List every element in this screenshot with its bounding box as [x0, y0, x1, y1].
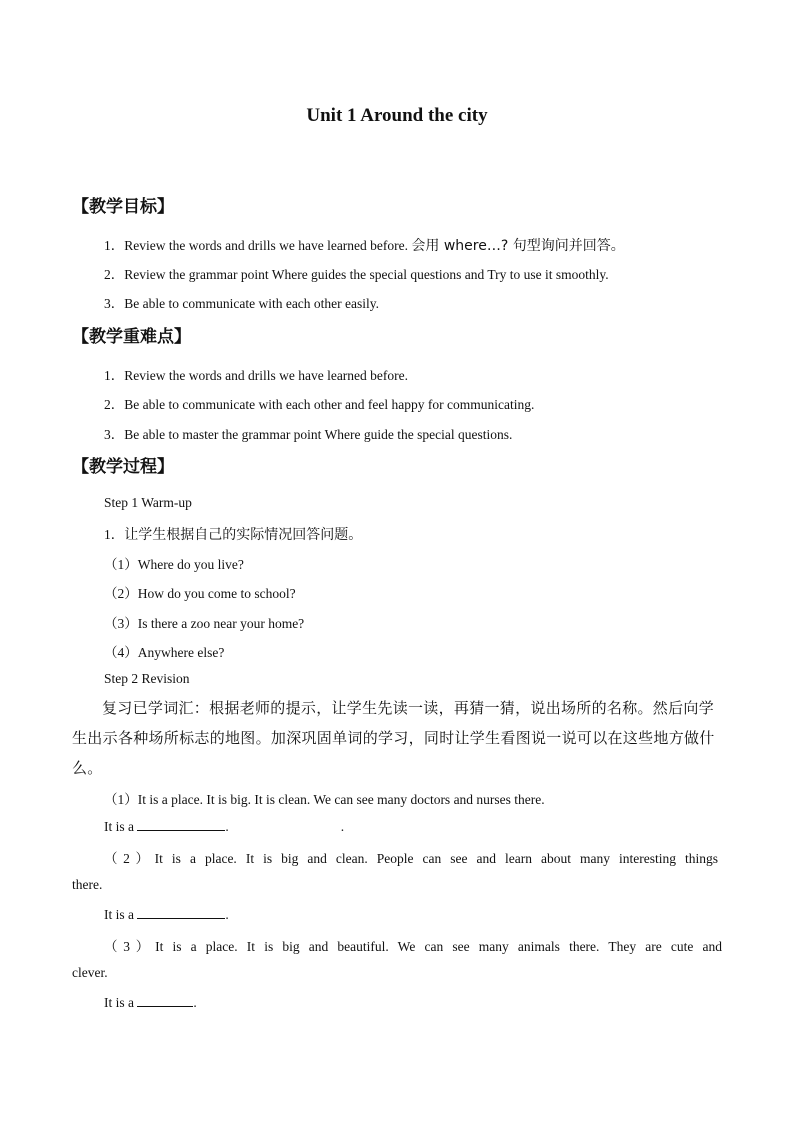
riddle-item-1-text: It is a place. It is big. It is clean. We can see many doctors and nurses there.	[137, 792, 545, 807]
question-item-1-num: （1）	[104, 557, 138, 572]
riddle-answer-3	[104, 994, 197, 1011]
goal-item-1	[104, 234, 625, 255]
section-heading-key-points: 【教学重难点】	[72, 327, 191, 347]
riddle-item-3-line1	[104, 935, 722, 955]
goal-item-2-text: Review the grammar point Where guides the special questions and Try to use it smoothly.	[124, 267, 609, 282]
answer-blank-1[interactable]	[137, 818, 225, 831]
question-item-3-num: （3）	[104, 616, 138, 631]
goal-item-1-text-en: Review the words and drills we have learned before.	[124, 238, 412, 253]
key-point-item-3	[104, 423, 512, 443]
riddle-item-3-num: （3）	[104, 939, 156, 954]
riddle-answer-2	[104, 906, 229, 923]
riddle-item-2-line1	[104, 847, 718, 867]
key-point-item-3-num: 3．	[104, 427, 125, 442]
riddle-answer-2-suffix: .	[225, 907, 229, 922]
key-point-item-1-num: 1．	[104, 368, 125, 383]
section-heading-process: 【教学过程】	[72, 457, 174, 477]
step1-label: Step 1 Warm-up	[104, 495, 192, 510]
goal-item-2-num: 2．	[104, 267, 125, 282]
answer-blank-3[interactable]	[137, 994, 193, 1007]
step1-intro-text: 让学生根据自己的实际情况回答问题。	[124, 527, 363, 543]
riddle-answer-1-prefix: It is a	[104, 819, 138, 834]
riddle-item-1-num: （1）	[104, 792, 138, 807]
key-point-item-2-text: Be able to communicate with each other and feel happy for communicating.	[124, 397, 535, 412]
riddle-item-3-text-line1: It is a place. It is big and beautiful. We can see many animals there. They are cute and	[155, 939, 722, 954]
key-point-item-2-num: 2．	[104, 397, 125, 412]
question-item-4	[104, 641, 224, 661]
riddle-item-2-text-line1: It is a place. It is big and clean. People can see and learn about many interesting things	[154, 851, 718, 866]
page-title: Unit 1 Around the city	[306, 105, 488, 126]
key-point-item-1-text: Review the words and drills we have learned before.	[124, 368, 409, 383]
riddle-item-2-num: （2）	[104, 851, 155, 866]
step1-intro-num: 1．	[104, 527, 125, 542]
step2-paragraph: 复习已学词汇：根据老师的提示，让学生先读一读，再猜一猜，说出场所的名称。然后向学生出示各种场所标志的地图。加深巩固单词的学习，同时让学生看图说一说可以在这些地方做什么。	[72, 699, 715, 777]
answer-blank-2[interactable]	[137, 906, 225, 919]
key-point-item-3-text: Be able to master the grammar point Where guide the special questions.	[124, 427, 513, 442]
riddle-item-1	[104, 788, 545, 808]
riddle-item-3-line2: clever.	[72, 965, 108, 980]
key-point-item-1	[104, 364, 408, 384]
riddle-item-2-line2: there.	[72, 877, 103, 892]
riddle-answer-2-prefix: It is a	[104, 907, 138, 922]
question-item-1	[104, 553, 244, 573]
question-item-3-text: Is there a zoo near your home?	[137, 616, 305, 631]
question-item-1-text: Where do you live?	[137, 557, 244, 572]
question-item-2-text: How do you come to school?	[137, 586, 296, 601]
step2-label: Step 2 Revision	[104, 671, 190, 686]
riddle-answer-1	[104, 818, 344, 835]
goal-item-2	[104, 263, 609, 283]
goal-item-3	[104, 292, 379, 312]
goal-item-1-text-cn: 会用 where…? 句型询问并回答。	[411, 238, 625, 254]
question-item-4-num: （4）	[104, 645, 138, 660]
section-heading-goals: 【教学目标】	[72, 197, 174, 217]
step1-intro	[104, 523, 362, 544]
riddle-answer-1-suffix: .	[225, 819, 229, 834]
goal-item-3-num: 3．	[104, 296, 125, 311]
question-item-2-num: （2）	[104, 586, 138, 601]
goal-item-1-num: 1．	[104, 238, 125, 253]
riddle-answer-3-suffix: .	[193, 995, 197, 1010]
question-item-2	[104, 582, 296, 602]
trailing-dot: .	[340, 819, 345, 834]
goal-item-3-text: Be able to communicate with each other easily.	[124, 296, 380, 311]
question-item-4-text: Anywhere else?	[137, 645, 225, 660]
question-item-3	[104, 612, 304, 632]
riddle-answer-3-prefix: It is a	[104, 995, 138, 1010]
key-point-item-2	[104, 393, 534, 413]
